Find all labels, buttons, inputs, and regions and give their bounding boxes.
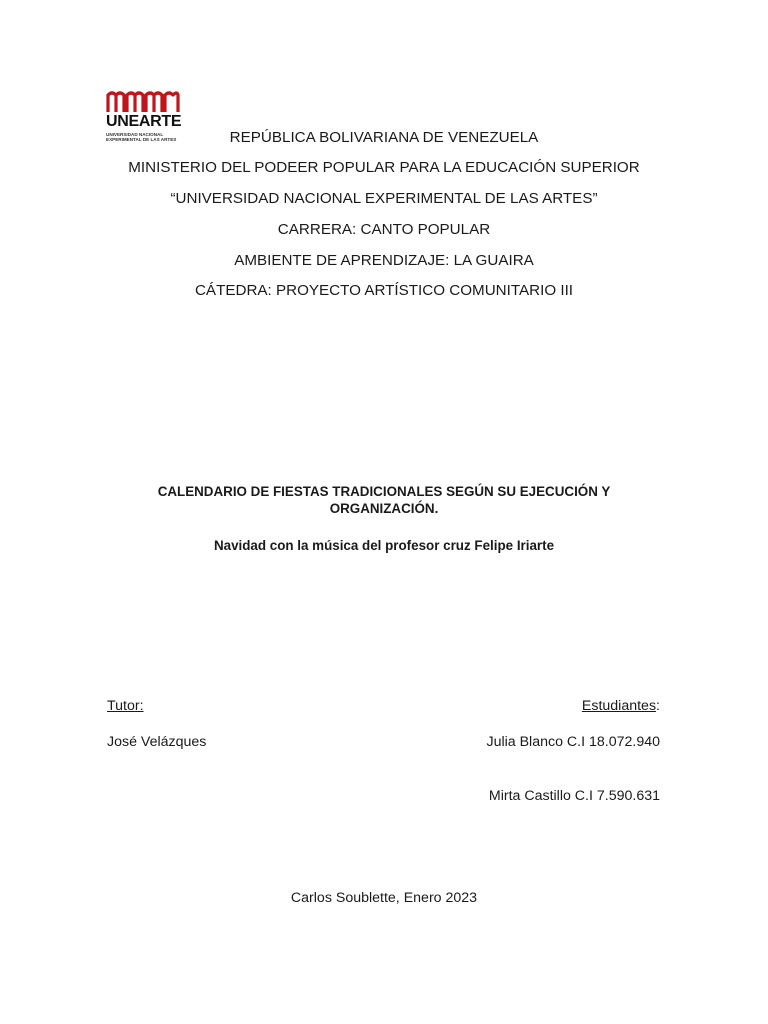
- header-career: CARRERA: CANTO POPULAR: [277, 221, 491, 238]
- student-2: Mirta Castillo C.I 7.590.631: [488, 788, 660, 804]
- header-republic: REPÚBLICA BOLIVARIANA DE VENEZUELA: [229, 129, 539, 146]
- unearte-logo-mark: [106, 90, 180, 114]
- tutor-name: José Velázques: [107, 734, 207, 750]
- students-label: Estudiantes: [581, 698, 657, 714]
- document-title-line1: CALENDARIO DE FIESTAS TRADICIONALES SEGÚN SU EJECUCIÓN Y: [157, 484, 611, 499]
- header-chair: CÁTEDRA: PROYECTO ARTÍSTICO COMUNITARIO III: [194, 282, 574, 299]
- logo-subtitle-line2: EXPERIMENTAL DE LAS ARTES: [106, 137, 177, 142]
- document-title-line2: ORGANIZACIÓN.: [329, 501, 439, 516]
- logo-wordmark: UNEARTE: [106, 113, 182, 130]
- header-university: “UNIVERSIDAD NACIONAL EXPERIMENTAL DE LAS ARTES”: [170, 190, 598, 207]
- header-ministry: MINISTERIO DEL PODEER POPULAR PARA LA EDUCACIÓN SUPERIOR: [128, 159, 640, 176]
- header-learning-environment: AMBIENTE DE APRENDIZAJE: LA GUAIRA: [234, 252, 534, 269]
- place-and-date: Carlos Soublette, Enero 2023: [290, 890, 478, 906]
- logo-subtitle-line1: UNIVERSIDAD NACIONAL: [106, 132, 164, 137]
- students-label-group: [582, 697, 660, 715]
- student-1: Julia Blanco C.I 18.072.940: [486, 734, 660, 750]
- students-label-colon: :: [656, 698, 660, 714]
- tutor-label: Tutor:: [107, 698, 144, 714]
- document-subtitle: Navidad con la música del profesor cruz Felipe Iriarte: [213, 538, 555, 553]
